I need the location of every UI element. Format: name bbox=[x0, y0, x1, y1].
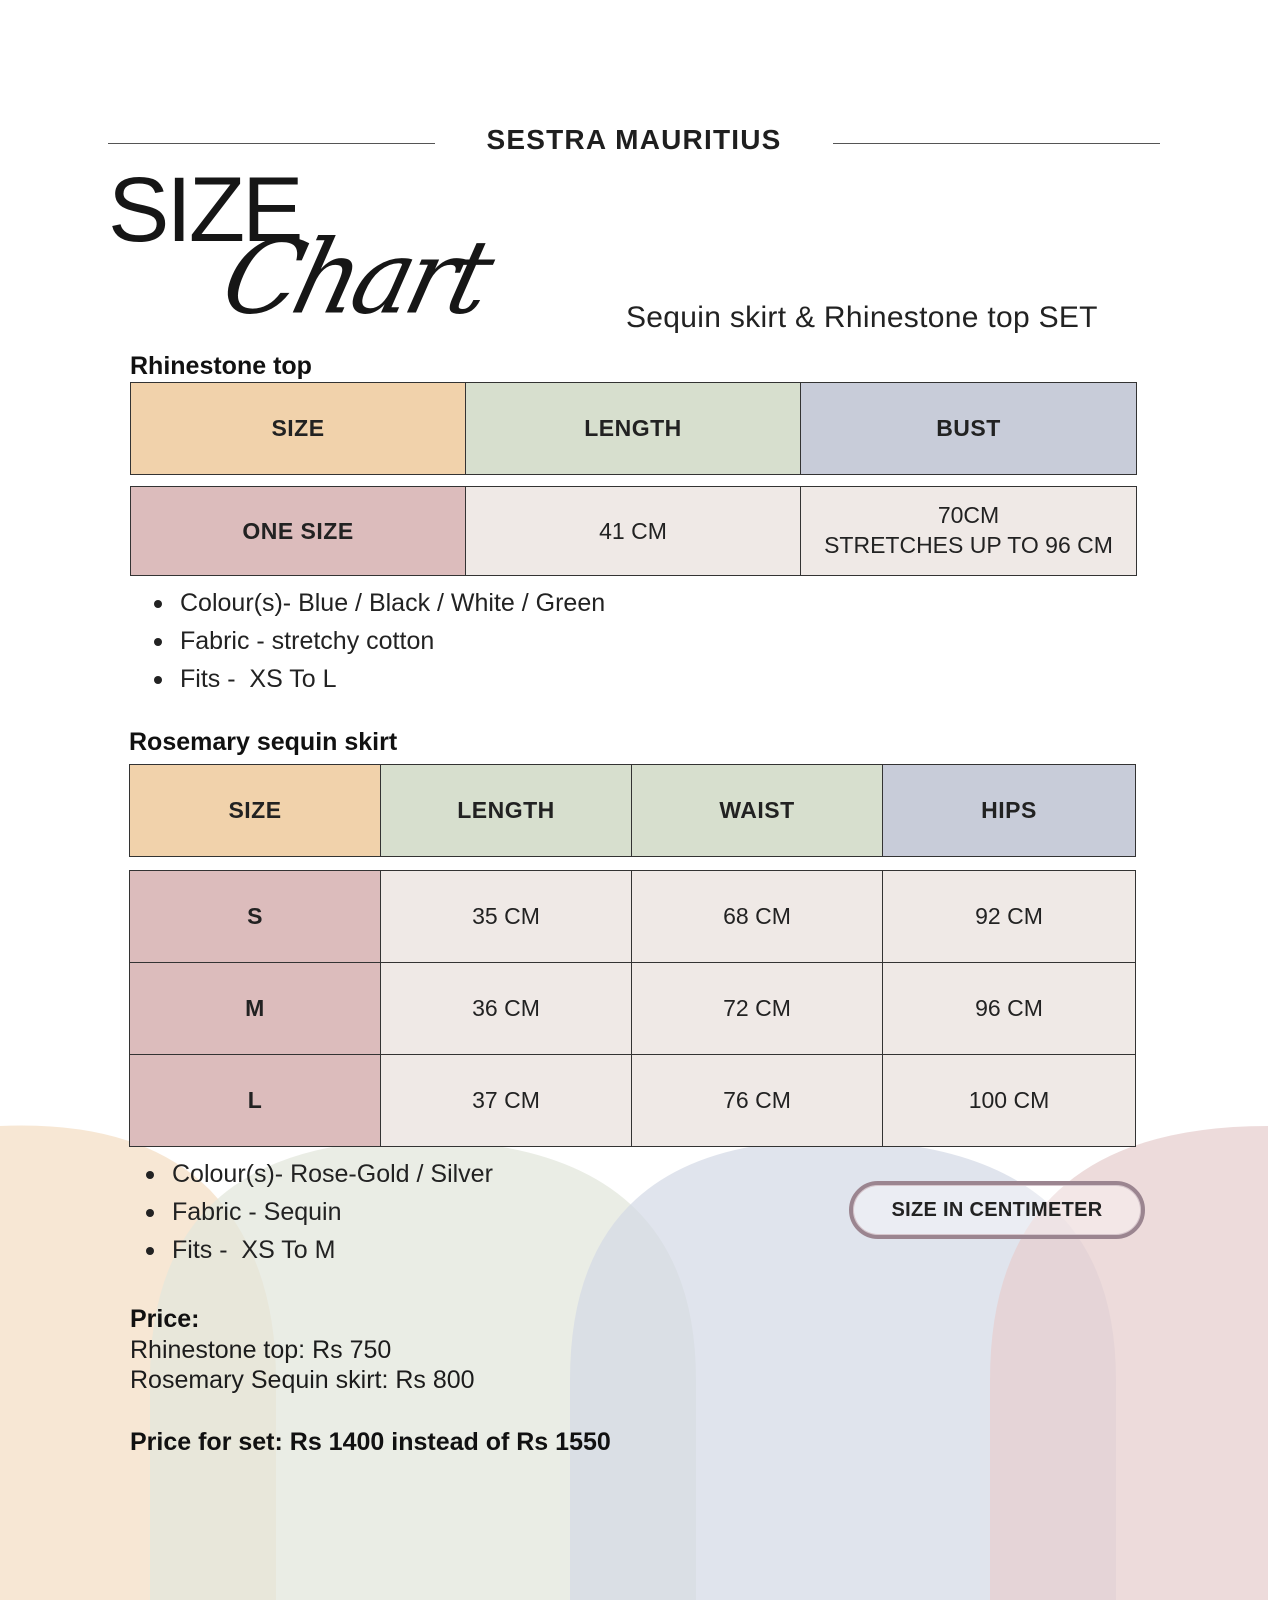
bullet-icon bbox=[146, 1171, 154, 1179]
top-size-table bbox=[130, 486, 1137, 576]
note-text: Colour(s)- Blue / Black / White / Green bbox=[180, 589, 606, 617]
price-set: Price for set: Rs 1400 instead of Rs 1550 bbox=[130, 1428, 611, 1456]
note-text: Fabric - Sequin bbox=[172, 1198, 342, 1226]
top-header-bust: BUST bbox=[801, 383, 1137, 475]
table-row bbox=[130, 871, 1136, 963]
price-top: Rhinestone top: Rs 750 bbox=[130, 1336, 392, 1364]
title-chart-script: Chart bbox=[211, 217, 500, 338]
skirt-section-title: Rosemary sequin skirt bbox=[129, 728, 398, 756]
skirt-waist-cell: 76 CM bbox=[632, 1055, 883, 1147]
skirt-notes-list bbox=[132, 1155, 493, 1269]
top-header-size: SIZE bbox=[131, 383, 466, 475]
skirt-header-size: SIZE bbox=[130, 765, 381, 857]
size-unit-badge: SIZE IN CENTIMETER bbox=[849, 1181, 1145, 1239]
subtitle: Sequin skirt & Rhinestone top SET bbox=[626, 301, 1098, 334]
note-text: Fabric - stretchy cotton bbox=[180, 627, 435, 655]
price-label: Price: bbox=[130, 1305, 200, 1333]
skirt-size-table bbox=[129, 870, 1136, 1147]
skirt-length-cell: 37 CM bbox=[381, 1055, 632, 1147]
skirt-size-cell: M bbox=[130, 963, 381, 1055]
skirt-header-waist: WAIST bbox=[632, 765, 883, 857]
table-row bbox=[130, 963, 1136, 1055]
list-item bbox=[140, 584, 605, 622]
top-notes-list bbox=[140, 584, 605, 698]
skirt-size-cell: S bbox=[130, 871, 381, 963]
skirt-hips-cell: 96 CM bbox=[883, 963, 1136, 1055]
price-skirt: Rosemary Sequin skirt: Rs 800 bbox=[130, 1366, 475, 1394]
top-header-table bbox=[130, 382, 1137, 475]
bullet-icon bbox=[154, 600, 162, 608]
skirt-waist-cell: 72 CM bbox=[632, 963, 883, 1055]
skirt-header-length: LENGTH bbox=[381, 765, 632, 857]
bullet-icon bbox=[146, 1209, 154, 1217]
bullet-icon bbox=[154, 676, 162, 684]
note-text: Colour(s)- Rose-Gold / Silver bbox=[172, 1160, 493, 1188]
note-text: Fits - XS To L bbox=[180, 665, 337, 693]
bust-line-2: STRETCHES UP TO 96 CM bbox=[824, 532, 1113, 558]
note-text: Fits - XS To M bbox=[172, 1236, 336, 1264]
top-length-cell: 41 CM bbox=[466, 487, 801, 576]
skirt-length-cell: 36 CM bbox=[381, 963, 632, 1055]
list-item bbox=[132, 1155, 493, 1193]
bullet-icon bbox=[146, 1247, 154, 1255]
skirt-header-hips: HIPS bbox=[883, 765, 1136, 857]
list-item bbox=[132, 1231, 493, 1269]
skirt-header-table bbox=[129, 764, 1136, 857]
skirt-hips-cell: 100 CM bbox=[883, 1055, 1136, 1147]
skirt-waist-cell: 68 CM bbox=[632, 871, 883, 963]
top-section-title: Rhinestone top bbox=[130, 352, 312, 380]
top-header-length: LENGTH bbox=[466, 383, 801, 475]
list-item bbox=[140, 622, 605, 660]
top-size-cell: ONE SIZE bbox=[131, 487, 466, 576]
brand-name: SESTRA MAURITIUS bbox=[486, 124, 782, 155]
table-row bbox=[131, 487, 1137, 576]
top-bust-cell bbox=[801, 487, 1137, 576]
title-size: SIZE bbox=[108, 159, 301, 261]
table-row bbox=[130, 1055, 1136, 1147]
list-item bbox=[132, 1193, 493, 1231]
skirt-hips-cell: 92 CM bbox=[883, 871, 1136, 963]
bullet-icon bbox=[154, 638, 162, 646]
list-item bbox=[140, 660, 605, 698]
skirt-size-cell: L bbox=[130, 1055, 381, 1147]
bust-line-1: 70CM bbox=[937, 502, 1000, 529]
skirt-length-cell: 35 CM bbox=[381, 871, 632, 963]
